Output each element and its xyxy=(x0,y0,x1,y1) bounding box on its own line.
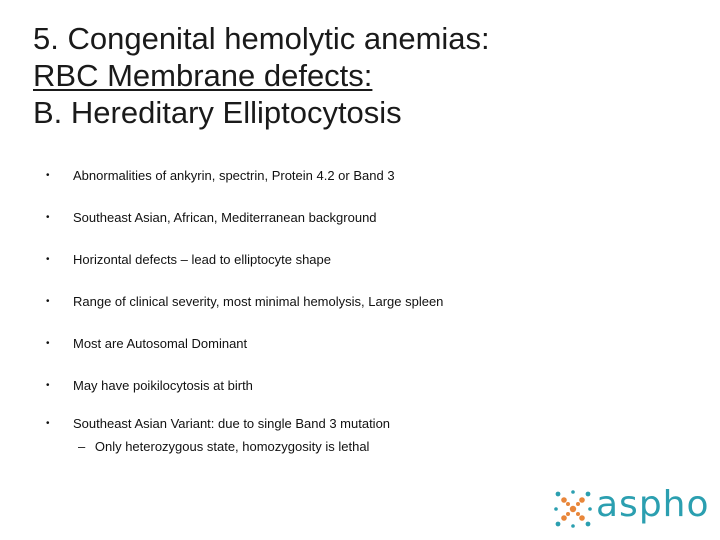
title-line-2: RBC Membrane defects: xyxy=(33,58,373,93)
bullet-text: Horizontal defects – lead to elliptocyte shape xyxy=(73,252,331,267)
bullet-marker: • xyxy=(46,418,50,429)
bullet-marker: • xyxy=(46,338,50,349)
title-line-3: B. Hereditary Elliptocytosis xyxy=(33,95,402,130)
bullet-text: May have poikilocytosis at birth xyxy=(73,378,253,393)
bullet-marker: • xyxy=(46,170,50,181)
aspho-logo xyxy=(553,484,713,529)
bullet-text: Most are Autosomal Dominant xyxy=(73,336,248,351)
logo-wordmark: aspho xyxy=(596,484,710,525)
bullet-text: Abnormalities of ankyrin, spectrin, Protein 4.2 or Band 3 xyxy=(73,168,395,183)
sub-bullet-text: Only heterozygous state, homozygosity is lethal xyxy=(94,439,370,454)
bullet-marker: • xyxy=(46,380,50,391)
bullet-marker: • xyxy=(46,254,50,265)
bullet-text: Southeast Asian, African, Mediterranean background xyxy=(73,210,377,225)
sub-bullet xyxy=(78,439,369,455)
bullet-text: Southeast Asian Variant: due to single Band 3 mutation xyxy=(73,416,391,431)
dots-cross-icon xyxy=(553,489,593,529)
title-line-1: 5. Congenital hemolytic anemias: xyxy=(33,21,490,56)
bullet-marker: • xyxy=(46,212,50,223)
sub-bullet-marker: – xyxy=(78,439,86,454)
bullet-text: Range of clinical severity, most minimal hemolysis, Large spleen xyxy=(73,294,444,309)
bullet-marker: • xyxy=(46,296,50,307)
